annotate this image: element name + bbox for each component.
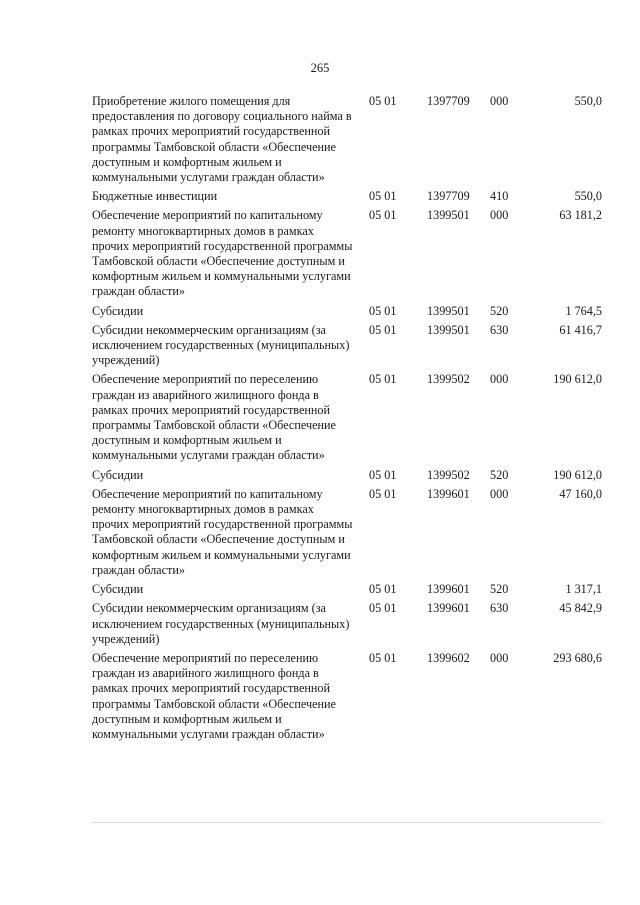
row-name: Приобретение жилого помещения для предоставления по договору социального найма в рамках прочих мероприятий государственной программы Тамбовской области «Обеспечение доступным и комфортным жильем и коммунальными услугами граждан области» [92, 94, 352, 185]
table-row [92, 582, 602, 597]
row-target-code: 1399501 [427, 208, 470, 223]
row-target-code: 1397709 [427, 94, 470, 108]
row-expense-type: 520 [490, 582, 509, 597]
row-expense-type: 630 [490, 601, 509, 616]
row-section-code: 05 01 [369, 208, 397, 223]
row-target-code: 1399501 [427, 303, 470, 318]
table-row [92, 208, 602, 299]
row-amount: 550,0 [574, 189, 602, 204]
row-target-code: 1399601 [427, 601, 470, 616]
table-row [92, 372, 602, 463]
row-section-code: 05 01 [369, 601, 397, 616]
row-amount: 1 764,5 [565, 303, 602, 318]
table-row [92, 487, 602, 578]
row-expense-type: 000 [490, 650, 509, 665]
row-name: Обеспечение мероприятий по переселению граждан из аварийного жилищного фонда в рамках прочих мероприятий государственной программы Тамбовской области «Обеспечение доступным и комфортным жильем и коммунальными услугами граждан области» [92, 372, 336, 463]
table-row [92, 323, 602, 369]
row-target-code: 1399502 [427, 372, 470, 387]
row-amount: 1 317,1 [565, 582, 602, 597]
table-row [92, 468, 602, 483]
table-row [92, 94, 602, 185]
row-section-code: 05 01 [369, 650, 397, 665]
row-expense-type: 520 [490, 303, 509, 318]
row-amount: 61 416,7 [559, 322, 602, 337]
row-section-code: 05 01 [369, 94, 397, 108]
row-name: Бюджетные инвестиции [92, 189, 218, 204]
row-section-code: 05 01 [369, 189, 397, 204]
row-target-code: 1399502 [427, 467, 470, 482]
row-expense-type: 000 [490, 208, 509, 223]
row-name: Обеспечение мероприятий по переселению граждан из аварийного жилищного фонда в рамках прочих мероприятий государственной программы Тамбовской области «Обеспечение доступным и комфортным жильем и коммунальными услугами граждан области» [92, 650, 336, 741]
row-expense-type: 630 [490, 322, 509, 337]
row-target-code: 1397709 [427, 189, 470, 204]
row-amount: 45 842,9 [559, 601, 602, 616]
table-row [92, 304, 602, 319]
row-section-code: 05 01 [369, 372, 397, 387]
row-section-code: 05 01 [369, 486, 397, 501]
row-section-code: 05 01 [369, 322, 397, 337]
row-section-code: 05 01 [369, 467, 397, 482]
row-expense-type: 000 [490, 372, 509, 387]
row-section-code: 05 01 [369, 303, 397, 318]
row-name: Субсидии [92, 582, 144, 597]
table-row [92, 189, 602, 204]
row-amount: 63 181,2 [559, 208, 602, 223]
row-amount: 190 612,0 [553, 372, 602, 387]
row-section-code: 05 01 [369, 582, 397, 597]
row-name: Субсидии некоммерческим организациям (за исключением государственных (муниципальных) учреждений) [92, 601, 350, 646]
row-amount: 47 160,0 [559, 486, 602, 501]
row-name: Субсидии [92, 303, 144, 318]
row-expense-type: 410 [490, 189, 509, 204]
row-amount: 550,0 [574, 94, 602, 108]
row-target-code: 1399601 [427, 486, 470, 501]
row-expense-type: 000 [490, 94, 509, 108]
table-row [92, 651, 602, 742]
row-name: Обеспечение мероприятий по капитальному ремонту многоквартирных домов в рамках прочих мероприятий государственной программы Тамбовской области «Обеспечение доступным и комфортным жильем и коммунальными услугами граждан области» [92, 486, 353, 577]
row-name: Субсидии некоммерческим организациям (за исключением государственных (муниципальных) учреждений) [92, 322, 350, 368]
row-target-code: 1399601 [427, 582, 470, 597]
row-target-code: 1399602 [427, 650, 470, 665]
row-name: Обеспечение мероприятий по капитальному ремонту многоквартирных домов в рамках прочих мероприятий государственной программы Тамбовской области «Обеспечение доступным и комфортным жильем и коммунальными услугами граждан области» [92, 208, 353, 299]
table-row [92, 601, 602, 647]
row-expense-type: 520 [490, 467, 509, 482]
row-amount: 190 612,0 [553, 467, 602, 482]
row-target-code: 1399501 [427, 322, 470, 337]
bottom-dotted-rule [92, 822, 602, 823]
row-expense-type: 000 [490, 486, 509, 501]
row-amount: 293 680,6 [553, 650, 602, 665]
row-name: Субсидии [92, 467, 144, 482]
page-number: 265 [310, 61, 330, 75]
budget-table [92, 94, 602, 746]
